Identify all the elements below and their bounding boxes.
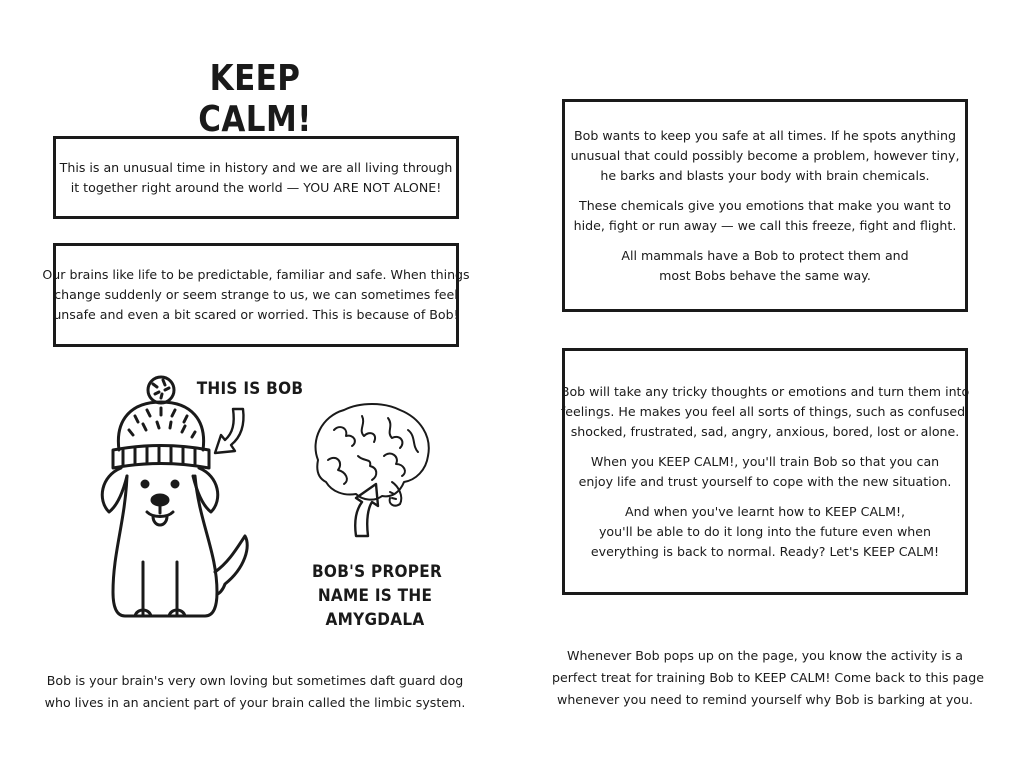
this-is-bob-label: THIS IS BOB bbox=[196, 379, 304, 399]
bob-safe-box bbox=[562, 99, 968, 312]
paragraph: All mammals have a Bob to protect them and most Bobs behave the same way. bbox=[621, 247, 909, 283]
right-caption: Whenever Bob pops up on the page, you know the activity is a perfect treat for training Bob to KEEP CALM! Come back to this page whenever you need to remind yourself why Bob is barking at you. bbox=[552, 648, 984, 707]
paragraph: These chemicals give you emotions that make you want to hide, fight or run away — we call this freeze, fight and flight. bbox=[573, 197, 957, 233]
intro-line: This is an unusual time in history and we are all living through bbox=[59, 159, 453, 175]
left-caption: Bob is your brain's very own loving but sometimes daft guard dog who lives in an ancient part of your brain called the limbic system. bbox=[44, 673, 466, 710]
curved-arrow-up-icon bbox=[338, 478, 388, 540]
brains-line: change suddenly or seem strange to us, we can sometimes feel bbox=[54, 287, 458, 302]
paragraph: When you KEEP CALM!, you'll train Bob so that you can enjoy life and trust yourself to cope with the new situation. bbox=[578, 453, 952, 489]
paragraph: And when you've learnt how to KEEP CALM!, you'll be able to do it long into the future even when everything is back to normal. Ready? Let's KEEP CALM! bbox=[590, 503, 940, 559]
paragraph: Bob wants to keep you safe at all times. If he spots anything unusual that could possibly become a problem, however tiny, he barks and blasts your body with brain chemicals. bbox=[570, 127, 960, 183]
intro-line: it together right around the world — YOU ARE NOT ALONE! bbox=[70, 179, 442, 195]
dog-in-bobble-hat-icon bbox=[95, 372, 260, 632]
brains-line: Our brains like life to be predictable, familiar and safe. When things bbox=[42, 267, 470, 282]
amygdala-label: BOB'S PROPER NAME IS THE AMYGDALA bbox=[312, 562, 443, 630]
brains-box bbox=[42, 243, 470, 347]
brains-line: unsafe and even a bit scared or worried. This is because of Bob! bbox=[53, 307, 459, 322]
paragraph: Bob will take any tricky thoughts or emotions and turn them into feelings. He makes you feel all sorts of things, such as confused, shocked, frustrated, sad, angry, anxious, bored, lost or alone. bbox=[560, 383, 970, 439]
intro-box bbox=[53, 136, 459, 219]
bob-feelings-box bbox=[562, 348, 968, 595]
page-title: KEEP CALM! bbox=[198, 58, 312, 140]
